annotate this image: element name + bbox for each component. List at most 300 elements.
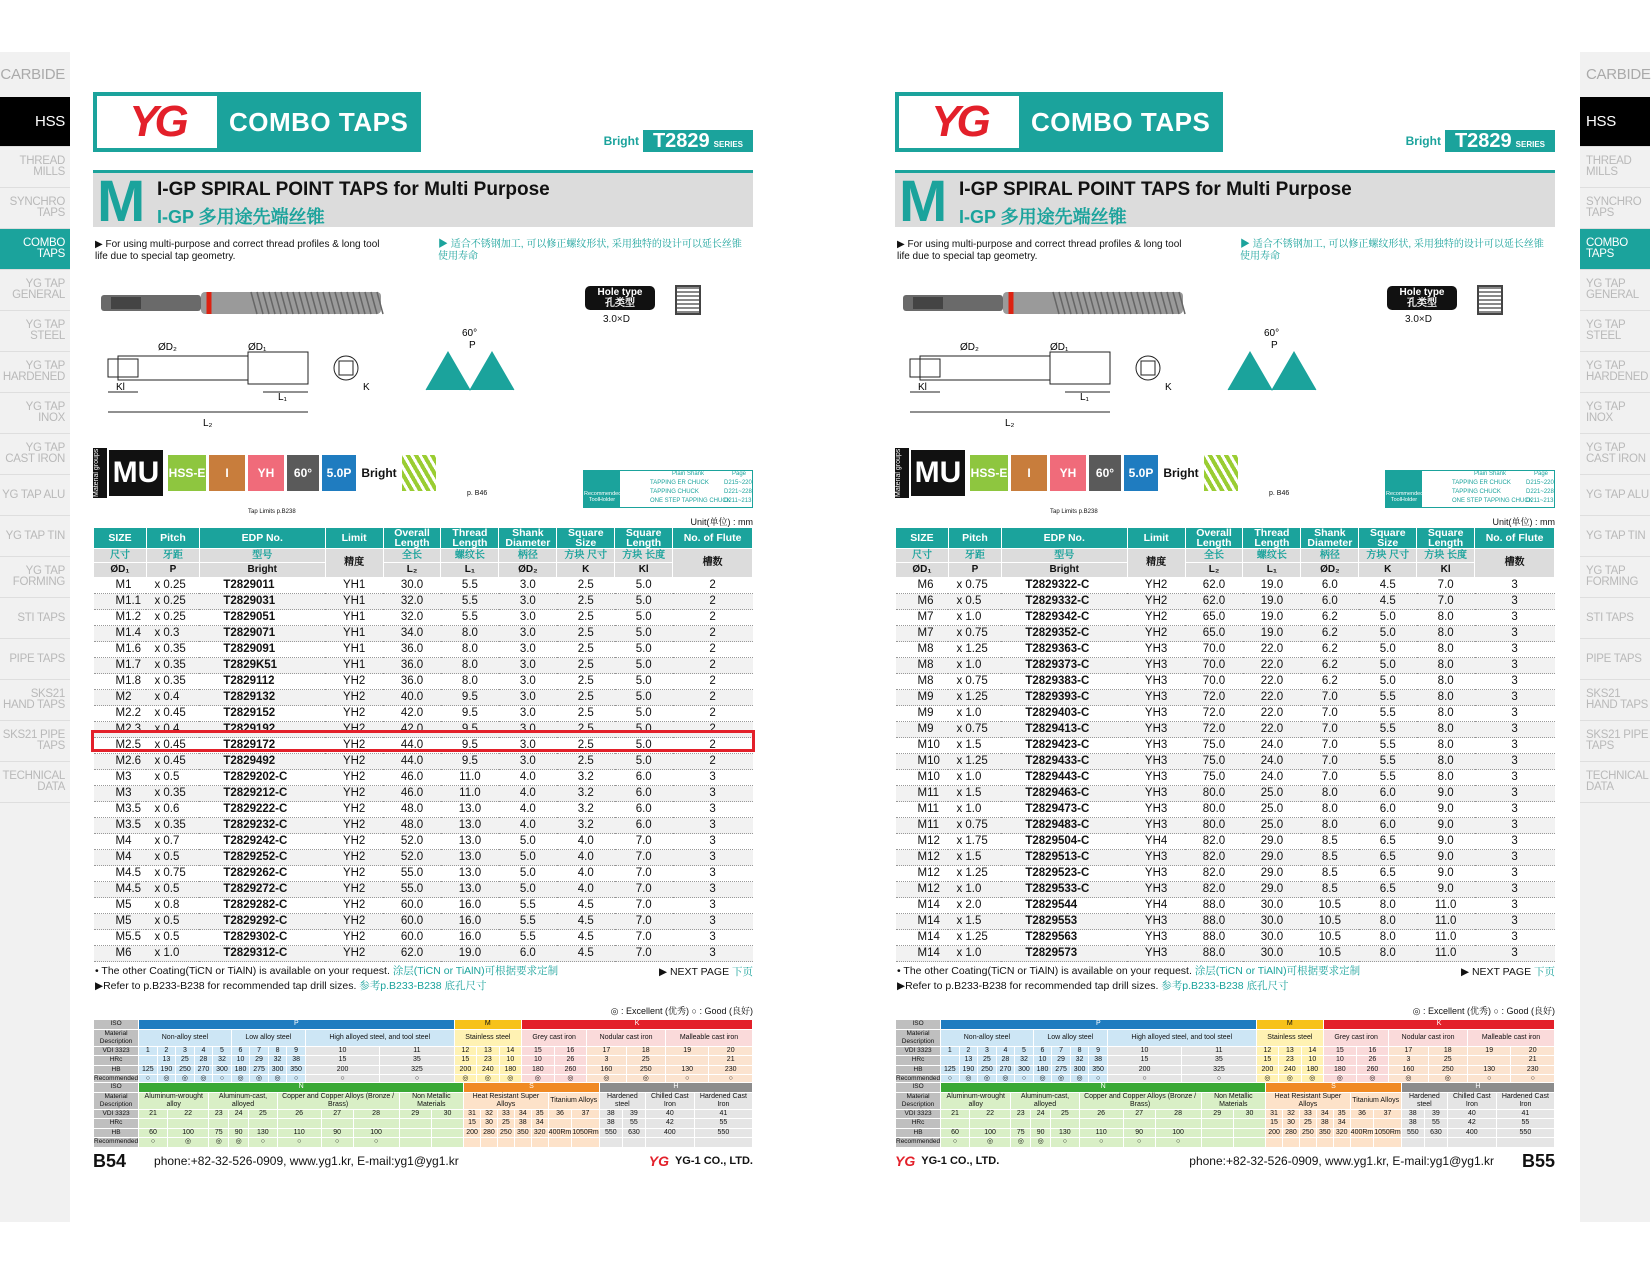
cell: T2829492 bbox=[199, 754, 325, 770]
iso-table-2 bbox=[895, 1082, 1555, 1148]
table-row[interactable] bbox=[94, 594, 753, 610]
iso-cell bbox=[1447, 1138, 1496, 1148]
cell: 6.5 bbox=[1359, 882, 1417, 898]
cell: x 1.0 bbox=[948, 706, 1001, 722]
iso-cell: 55 bbox=[622, 1119, 645, 1129]
cell: 9.0 bbox=[1417, 818, 1475, 834]
table-row[interactable] bbox=[94, 770, 753, 786]
cell: 36.0 bbox=[383, 642, 441, 658]
iso-cell: 110 bbox=[1079, 1128, 1123, 1138]
cell: 8.5 bbox=[1301, 866, 1359, 882]
cell: T2829363-C bbox=[1001, 642, 1127, 658]
table-row[interactable] bbox=[896, 818, 1555, 834]
table-row[interactable] bbox=[94, 818, 753, 834]
iso-cell: 550 bbox=[1401, 1128, 1424, 1138]
cell: 9.0 bbox=[1417, 786, 1475, 802]
table-row[interactable] bbox=[94, 642, 753, 658]
iso-cat: Malleable cast iron bbox=[1468, 1029, 1555, 1046]
cell: 3.0 bbox=[499, 722, 557, 738]
cell: 2.5 bbox=[557, 738, 615, 754]
iso-cell: 250 bbox=[176, 1065, 195, 1075]
table-row[interactable] bbox=[94, 850, 753, 866]
iso-cell bbox=[1424, 1138, 1447, 1148]
cell: T2829192 bbox=[199, 722, 325, 738]
cell: x 0.6 bbox=[146, 802, 199, 818]
side-tab-synchro-taps[interactable]: SYNCHRO TAPS bbox=[0, 188, 70, 229]
cell: 36.0 bbox=[383, 674, 441, 690]
cell: 3.0 bbox=[499, 658, 557, 674]
side-tab-yg-tap-alu[interactable]: YG TAP ALU bbox=[0, 475, 70, 516]
col-header: SIZE bbox=[896, 528, 949, 549]
tap-dimension-drawing bbox=[910, 328, 1330, 430]
cell: 9.0 bbox=[1417, 802, 1475, 818]
iso-cell: ○ bbox=[1051, 1138, 1080, 1148]
5p-icon: 5.0P bbox=[1124, 455, 1158, 491]
cell: 29.0 bbox=[1243, 882, 1301, 898]
iso-cell: 35 bbox=[531, 1109, 548, 1119]
cell: 6.5 bbox=[1359, 866, 1417, 882]
side-tab-sks21-hand-taps[interactable]: SKS21 HAND TAPS bbox=[1580, 680, 1650, 721]
cell: M4.5 bbox=[94, 866, 147, 882]
table-row[interactable] bbox=[896, 882, 1555, 898]
side-tab-yg-tap-alu[interactable]: YG TAP ALU bbox=[1580, 475, 1650, 516]
table-row[interactable] bbox=[94, 674, 753, 690]
iso-cell bbox=[167, 1119, 209, 1129]
table-row[interactable] bbox=[896, 610, 1555, 626]
col-header-symbol: ØD₂ bbox=[499, 563, 557, 578]
cell: 5.5 bbox=[1359, 738, 1417, 754]
iso-cell: 38 bbox=[599, 1119, 622, 1129]
side-tab-yg-tap-general[interactable]: YG TAP GENERAL bbox=[0, 270, 70, 311]
iso-cell: 18 bbox=[626, 1046, 665, 1056]
iso-cell: 32 bbox=[1070, 1056, 1089, 1066]
cell: 5.0 bbox=[615, 594, 673, 610]
table-row[interactable] bbox=[896, 786, 1555, 802]
iso-cell: 42 bbox=[1447, 1119, 1496, 1129]
table-row[interactable] bbox=[94, 802, 753, 818]
cell: YH2 bbox=[325, 914, 383, 930]
cell: M6 bbox=[896, 578, 949, 594]
cell: 32.0 bbox=[383, 594, 441, 610]
drawing-label-d2: ØD₂ bbox=[960, 342, 979, 353]
iso-cat: Chilled Cast Iron bbox=[645, 1092, 694, 1109]
cell: M11 bbox=[896, 786, 949, 802]
iso-cell: ◎ bbox=[157, 1075, 176, 1085]
cell: 2.5 bbox=[557, 722, 615, 738]
cell: 65.0 bbox=[1185, 610, 1243, 626]
table-row[interactable] bbox=[94, 882, 753, 898]
5p-icon: 5.0P bbox=[322, 455, 356, 491]
iso-cell: 300 bbox=[268, 1065, 287, 1075]
cell: x 0.25 bbox=[146, 578, 199, 594]
table-row[interactable] bbox=[896, 738, 1555, 754]
cell: 11.0 bbox=[441, 786, 499, 802]
cell: 48.0 bbox=[383, 818, 441, 834]
spiral-point-icon bbox=[402, 455, 436, 491]
side-tab-yg-tap-steel[interactable]: YG TAP STEEL bbox=[1580, 311, 1650, 352]
drawing-label-kl: Kl bbox=[918, 382, 927, 393]
table-row[interactable] bbox=[896, 898, 1555, 914]
drawing-label-k: K bbox=[363, 382, 370, 393]
iso-cell bbox=[209, 1119, 229, 1129]
table-row[interactable] bbox=[94, 706, 753, 722]
side-tab-combo-taps[interactable]: COMBO TAPS bbox=[0, 229, 70, 270]
yh-icon: YH bbox=[1050, 455, 1086, 491]
cell: M7 bbox=[896, 626, 949, 642]
side-tab-carbide[interactable]: CARBIDE bbox=[1586, 66, 1651, 83]
table-row[interactable] bbox=[94, 658, 753, 674]
iso-cell: 1 bbox=[941, 1046, 960, 1056]
col-header: Limit bbox=[1127, 528, 1185, 549]
iso-cell: ◎ bbox=[1428, 1075, 1467, 1085]
cell: 3 bbox=[1475, 882, 1555, 898]
table-row[interactable] bbox=[94, 898, 753, 914]
cell: 8.0 bbox=[1359, 898, 1417, 914]
iso-cell bbox=[1333, 1138, 1350, 1148]
cell: x 1.0 bbox=[948, 882, 1001, 898]
table-row[interactable] bbox=[896, 658, 1555, 674]
side-tab-yg-tap-tin[interactable]: YG TAP TIN bbox=[0, 516, 70, 557]
side-tab-combo-taps[interactable]: COMBO TAPS bbox=[1580, 229, 1650, 270]
iso-cell: 240 bbox=[477, 1065, 499, 1075]
table-row[interactable] bbox=[896, 930, 1555, 946]
cell: 36.0 bbox=[383, 658, 441, 674]
table-row[interactable] bbox=[94, 834, 753, 850]
side-tab-yg-tap-inox[interactable]: YG TAP INOX bbox=[0, 393, 70, 434]
cell: YH2 bbox=[325, 898, 383, 914]
iso-cell: 32 bbox=[481, 1109, 498, 1119]
series-suffix: SERIES bbox=[1515, 139, 1545, 149]
bright-icon: Bright bbox=[361, 466, 397, 480]
cell: 3 bbox=[673, 930, 753, 946]
cell: 7.0 bbox=[615, 834, 673, 850]
cell: 29.0 bbox=[1243, 866, 1301, 882]
iso-cell: 21 bbox=[709, 1056, 753, 1066]
iso-cell: 325 bbox=[1182, 1065, 1256, 1075]
side-tab-technical-data[interactable]: TECHNICAL DATA bbox=[1580, 762, 1650, 803]
note1-en: • The other Coating(TiCN or TiAlN) is available on your request. bbox=[95, 965, 393, 977]
side-tab-sti-taps[interactable]: STI TAPS bbox=[1580, 598, 1650, 639]
iso-cell: 17 bbox=[1389, 1046, 1428, 1056]
iso-cell: 10 bbox=[231, 1056, 250, 1066]
cell: YH2 bbox=[325, 786, 383, 802]
cell: x 0.4 bbox=[146, 690, 199, 706]
side-tab-yg-tap-tin[interactable]: YG TAP TIN bbox=[1580, 516, 1650, 557]
table-row[interactable] bbox=[94, 690, 753, 706]
note1-cn: 涂层(TiCN or TiAlN)可根据要求定制 bbox=[1194, 965, 1361, 977]
cell: 3.0 bbox=[499, 738, 557, 754]
table-row[interactable] bbox=[94, 578, 753, 594]
col-header-cn: 螺纹长 bbox=[1243, 549, 1301, 563]
iso-cell: 90 bbox=[1031, 1128, 1051, 1138]
cell: T2829433-C bbox=[1001, 754, 1127, 770]
cell: YH3 bbox=[1127, 946, 1185, 962]
table-row[interactable] bbox=[94, 610, 753, 626]
footer bbox=[895, 1150, 1555, 1172]
cell: 5.5 bbox=[441, 594, 499, 610]
cell: YH3 bbox=[1127, 674, 1185, 690]
table-row[interactable] bbox=[94, 626, 753, 642]
cell: 5.0 bbox=[1359, 642, 1417, 658]
hole-type-cn: 孔类型 bbox=[605, 298, 635, 309]
iso-cell: 550 bbox=[694, 1128, 752, 1138]
iso-cell: 27 bbox=[1123, 1109, 1155, 1119]
side-tab-sks21-hand-taps[interactable]: SKS21 HAND TAPS bbox=[0, 680, 70, 721]
side-tab-yg-tap-hardened[interactable]: YG TAP HARDENED bbox=[0, 352, 70, 393]
table-row[interactable] bbox=[896, 834, 1555, 850]
iso-cell: 200 bbox=[1256, 1065, 1278, 1075]
cell: x 0.35 bbox=[146, 642, 199, 658]
iso-cell: 38 bbox=[1316, 1119, 1333, 1129]
cell: x 0.35 bbox=[146, 658, 199, 674]
table-row[interactable] bbox=[896, 690, 1555, 706]
cell: M3 bbox=[94, 786, 147, 802]
table-row[interactable] bbox=[896, 674, 1555, 690]
cell: 22.0 bbox=[1243, 706, 1301, 722]
iso-cell: 275 bbox=[1052, 1065, 1071, 1075]
iso-desc-label: Material Description bbox=[896, 1092, 941, 1109]
cell: 80.0 bbox=[1185, 802, 1243, 818]
cell: 13.0 bbox=[441, 850, 499, 866]
iso-desc-label: Material Description bbox=[94, 1092, 139, 1109]
table-row[interactable] bbox=[94, 946, 753, 962]
note1-en: • The other Coating(TiCN or TiAlN) is available on your request. bbox=[897, 965, 1195, 977]
iso-cat: Copper and Copper Alloys (Bronze / Brass) bbox=[277, 1092, 399, 1109]
iso-cell: 24 bbox=[1031, 1109, 1051, 1119]
iso-cell: ◎ bbox=[194, 1075, 213, 1085]
side-tab-sks21-pipe-taps[interactable]: SKS21 PIPE TAPS bbox=[1580, 721, 1650, 762]
iso-cell bbox=[1374, 1119, 1401, 1129]
iso-group-h: H bbox=[1401, 1083, 1554, 1093]
cell: x 0.5 bbox=[146, 930, 199, 946]
side-tab-technical-data[interactable]: TECHNICAL DATA bbox=[0, 762, 70, 803]
table-row[interactable] bbox=[896, 594, 1555, 610]
cell: YH2 bbox=[325, 738, 383, 754]
side-tab-carbide[interactable]: CARBIDE bbox=[0, 66, 65, 83]
iso-cell bbox=[941, 1119, 970, 1129]
cell: 25.0 bbox=[1243, 818, 1301, 834]
table-row[interactable] bbox=[896, 850, 1555, 866]
iso-cell: 32 bbox=[213, 1056, 232, 1066]
iso-cell: 25 bbox=[1051, 1109, 1080, 1119]
cell: 19.0 bbox=[1243, 626, 1301, 642]
cell: 4.0 bbox=[557, 882, 615, 898]
side-tab-hss[interactable]: HSS bbox=[0, 97, 70, 147]
cell: 5.5 bbox=[441, 610, 499, 626]
iso-cell bbox=[572, 1138, 599, 1148]
iso-group-m: M bbox=[454, 1020, 521, 1030]
iso-cell: 8 bbox=[1070, 1046, 1089, 1056]
iso-cell: 38 bbox=[1401, 1119, 1424, 1129]
side-tab-pipe-taps[interactable]: PIPE TAPS bbox=[1580, 639, 1650, 680]
table-row[interactable] bbox=[94, 914, 753, 930]
iso-cell: 250 bbox=[1428, 1065, 1467, 1075]
col-header-symbol: P bbox=[146, 563, 199, 578]
cell: 3 bbox=[1475, 642, 1555, 658]
iso-cell bbox=[599, 1138, 622, 1148]
cell: 3.2 bbox=[557, 770, 615, 786]
side-tab-yg-tap-cast-iron[interactable]: YG TAP CAST IRON bbox=[1580, 434, 1650, 475]
table-row[interactable] bbox=[94, 754, 753, 770]
iso-cell: 125 bbox=[139, 1065, 158, 1075]
iso-cell: 10 bbox=[522, 1056, 555, 1066]
iso-row-label: VDI 3323 bbox=[94, 1109, 139, 1119]
company-name-block bbox=[895, 1153, 999, 1169]
side-tab-thread-mills[interactable]: THREAD MILLS bbox=[0, 147, 70, 188]
hss-e-icon: HSS-E bbox=[168, 455, 206, 491]
cell: 30.0 bbox=[1243, 946, 1301, 962]
table-row[interactable] bbox=[896, 754, 1555, 770]
cell: 5.0 bbox=[1359, 658, 1417, 674]
table-row[interactable] bbox=[896, 770, 1555, 786]
iso-cat: Aluminum-wrought alloy bbox=[941, 1092, 1011, 1109]
cell: M3.5 bbox=[94, 802, 147, 818]
table-row[interactable] bbox=[94, 866, 753, 882]
iso-cell: ○ bbox=[139, 1138, 168, 1148]
table-row[interactable] bbox=[896, 706, 1555, 722]
yg-logo: YG bbox=[899, 96, 1019, 148]
iso-cell: 10 bbox=[305, 1046, 379, 1056]
cell: M9 bbox=[896, 690, 949, 706]
company-name: YG-1 CO., LTD. bbox=[921, 1155, 1000, 1167]
cell: 10.5 bbox=[1301, 930, 1359, 946]
cell: 8.0 bbox=[1417, 690, 1475, 706]
table-row[interactable] bbox=[94, 786, 753, 802]
cell: 9.5 bbox=[441, 738, 499, 754]
company-name-block bbox=[649, 1153, 753, 1169]
iso-cat: Non-alloy steel bbox=[941, 1029, 1034, 1046]
iso-cell bbox=[1233, 1128, 1265, 1138]
col-header-cn: 柄径 bbox=[499, 549, 557, 563]
cell: 3 bbox=[1475, 946, 1555, 962]
drawing-label-p: P bbox=[469, 340, 476, 351]
table-row[interactable] bbox=[896, 578, 1555, 594]
cell: 6.0 bbox=[615, 770, 673, 786]
col-header: Overall Length bbox=[1185, 528, 1243, 549]
next-page-link[interactable] bbox=[1461, 964, 1555, 979]
rating-legend: ◎ : Excellent (优秀) ○ : Good (良好) bbox=[1412, 1006, 1555, 1016]
table-row[interactable] bbox=[896, 722, 1555, 738]
cell: 6.0 bbox=[615, 802, 673, 818]
iso-row-label: HB bbox=[94, 1128, 139, 1138]
iso-cell: 630 bbox=[1424, 1128, 1447, 1138]
side-tab-hss[interactable]: HSS bbox=[1580, 97, 1650, 147]
next-page-link[interactable] bbox=[659, 964, 753, 979]
cell: x 0.75 bbox=[948, 626, 1001, 642]
side-tab-thread-mills[interactable]: THREAD MILLS bbox=[1580, 147, 1650, 188]
iso-cell: 32 bbox=[1015, 1056, 1034, 1066]
side-tab-yg-tap-steel[interactable]: YG TAP STEEL bbox=[0, 311, 70, 352]
table-row[interactable] bbox=[896, 802, 1555, 818]
cell: 3 bbox=[673, 866, 753, 882]
cell: 4.0 bbox=[499, 818, 557, 834]
side-tab-sks21-pipe-taps[interactable]: SKS21 PIPE TAPS bbox=[0, 721, 70, 762]
iso-cell: 15 bbox=[522, 1046, 555, 1056]
iso-cell: 36 bbox=[548, 1109, 572, 1119]
cell: x 1.25 bbox=[948, 930, 1001, 946]
iso-cell: 250 bbox=[1299, 1128, 1316, 1138]
cell: M1.2 bbox=[94, 610, 147, 626]
table-row[interactable] bbox=[896, 946, 1555, 962]
cell: 6.0 bbox=[615, 786, 673, 802]
iso-cell: 190 bbox=[157, 1065, 176, 1075]
iso-cell: ○ bbox=[249, 1138, 278, 1148]
cell: x 1.5 bbox=[948, 738, 1001, 754]
side-tab-synchro-taps[interactable]: SYNCHRO TAPS bbox=[1580, 188, 1650, 229]
cell: x 1.0 bbox=[146, 946, 199, 962]
iso-group-s: S bbox=[1266, 1083, 1402, 1093]
table-row[interactable] bbox=[94, 930, 753, 946]
table-row[interactable] bbox=[896, 866, 1555, 882]
side-index-left bbox=[0, 52, 70, 1222]
iso-cell: 20 bbox=[709, 1046, 753, 1056]
cell: 5.0 bbox=[1359, 674, 1417, 690]
cell: T2829132 bbox=[199, 690, 325, 706]
cell: 29.0 bbox=[1243, 834, 1301, 850]
cell: T2829342-C bbox=[1001, 610, 1127, 626]
iso-label: ISO bbox=[94, 1083, 139, 1093]
iso-cell: 21 bbox=[1511, 1056, 1555, 1066]
iso-cell: ◎ bbox=[1279, 1075, 1301, 1085]
cell: 62.0 bbox=[383, 946, 441, 962]
cell: YH3 bbox=[1127, 658, 1185, 674]
side-tab-yg-tap-forming[interactable]: YG TAP FORMING bbox=[0, 557, 70, 598]
table-row[interactable] bbox=[896, 914, 1555, 930]
iso-cell: ◎ bbox=[499, 1075, 521, 1085]
cell: 7.0 bbox=[615, 866, 673, 882]
cell: 70.0 bbox=[1185, 658, 1243, 674]
iso-cell: 16 bbox=[554, 1046, 587, 1056]
cell: 4.0 bbox=[499, 802, 557, 818]
side-tab-pipe-taps[interactable]: PIPE TAPS bbox=[0, 639, 70, 680]
col-header: Pitch bbox=[948, 528, 1001, 549]
side-tab-yg-tap-hardened[interactable]: YG TAP HARDENED bbox=[1580, 352, 1650, 393]
side-tab-sti-taps[interactable]: STI TAPS bbox=[0, 598, 70, 639]
iso-cat: Aluminum-wrought alloy bbox=[139, 1092, 209, 1109]
iso-cell: ◎ bbox=[1256, 1075, 1278, 1085]
iso-cell: 3 bbox=[1389, 1056, 1428, 1066]
iso-cell: ◎ bbox=[1301, 1075, 1323, 1085]
cell: M12 bbox=[896, 866, 949, 882]
cell: 7.0 bbox=[1301, 690, 1359, 706]
cell: 16.0 bbox=[441, 930, 499, 946]
side-tab-yg-tap-general[interactable]: YG TAP GENERAL bbox=[1580, 270, 1650, 311]
col-header: Square Length bbox=[1417, 528, 1475, 549]
page-right bbox=[895, 0, 1555, 1275]
iso-cell: 2 bbox=[959, 1046, 978, 1056]
iso-cell: ◎ bbox=[554, 1075, 587, 1085]
cell: 3 bbox=[673, 946, 753, 962]
side-tab-yg-tap-forming[interactable]: YG TAP FORMING bbox=[1580, 557, 1650, 598]
iso-cell: 180 bbox=[1324, 1065, 1357, 1075]
col-header-cn: 精度 bbox=[1127, 549, 1185, 578]
iso-cell: 38 bbox=[599, 1109, 622, 1119]
cell: YH2 bbox=[325, 946, 383, 962]
table-row[interactable] bbox=[896, 626, 1555, 642]
iso-cell bbox=[645, 1138, 694, 1148]
cell: YH2 bbox=[1127, 578, 1185, 594]
cell: 3.0 bbox=[499, 578, 557, 594]
page-reference: p. B46 bbox=[1269, 490, 1290, 497]
side-tab-yg-tap-inox[interactable]: YG TAP INOX bbox=[1580, 393, 1650, 434]
iso-cell: 17 bbox=[587, 1046, 626, 1056]
note2-en: ▶Refer to p.B233-B238 for recommended tap drill sizes. bbox=[95, 980, 360, 992]
material-groups-label: Material groups bbox=[895, 448, 909, 498]
side-tab-yg-tap-cast-iron[interactable]: YG TAP CAST IRON bbox=[0, 434, 70, 475]
table-row[interactable] bbox=[896, 642, 1555, 658]
cell: 5.0 bbox=[615, 674, 673, 690]
iso-label: ISO bbox=[94, 1020, 139, 1030]
